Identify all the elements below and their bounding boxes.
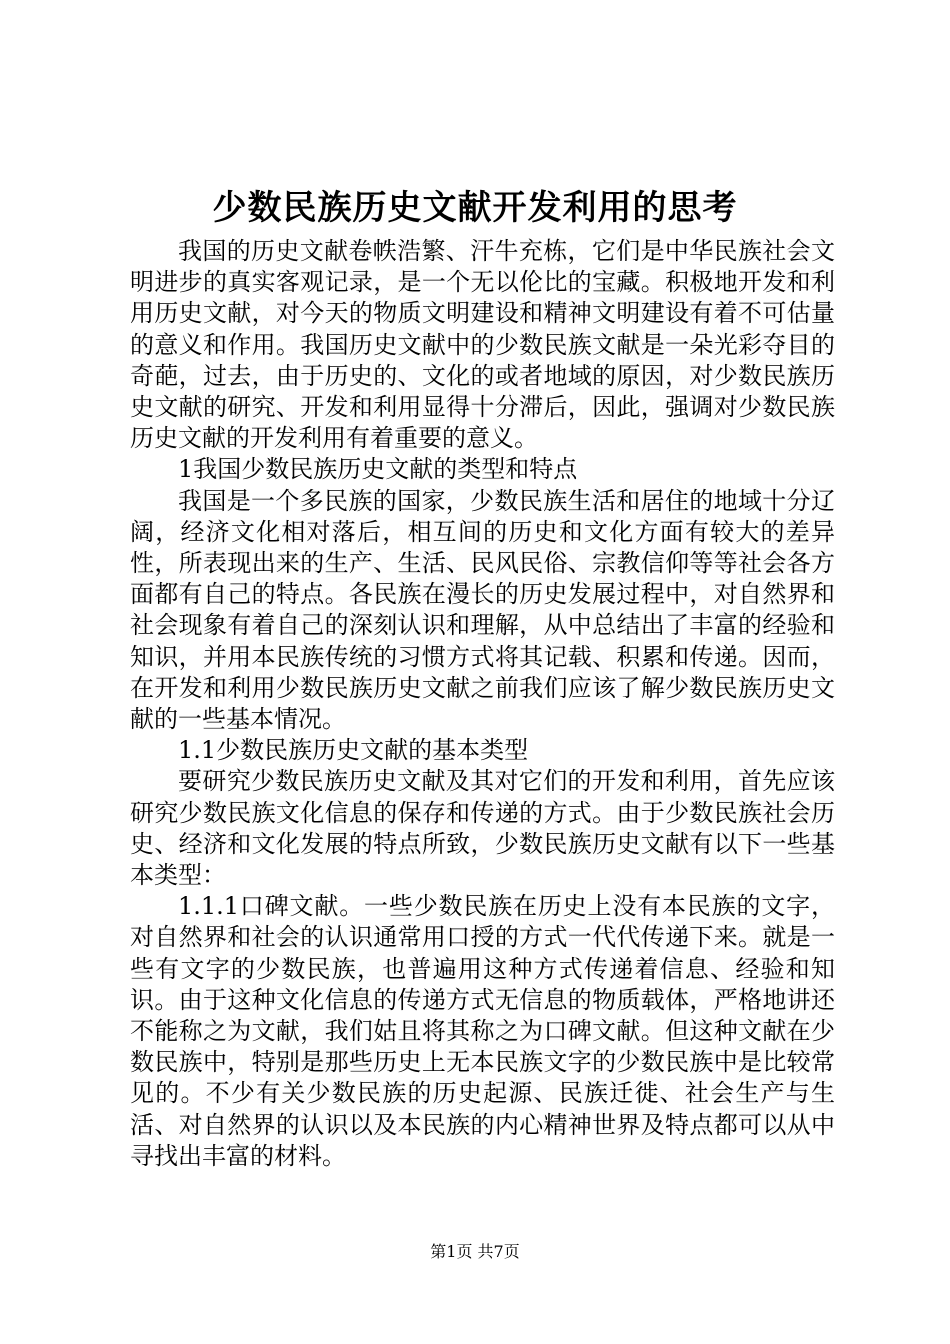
document-title: 少数民族历史文献开发利用的思考 <box>212 188 738 228</box>
paragraph-section-1: 我国是一个多民族的国家，少数民族生活和居住的地域十分辽阔，经济文化相对落后，相互间的历史和文化方面有较大的差异性，所表现出来的生产、生活、民风民俗、宗教信仰等等社会各方面都有自己的特点。各民族在漫长的历史发展过程中，对自然界和社会现象有着自己的深刻认识和理解，从中总结出了丰富的经验和知识，并用本民族传统的习惯方式将其记载、积累和传递。因而，在开发和利用少数民族历史文献之前我们应该了解少数民族历史文献的一些基本情况。 <box>130 486 835 734</box>
paragraph-section-1-1-1: 1.1.1口碑文献。一些少数民族在历史上没有本民族的文字，对自然界和社会的认识通常用口授的方式一代代传递下来。就是一些有文字的少数民族，也普遍用这种方式传递着信息、经验和知识。由于这种文化信息的传递方式无信息的物质载体，严格地讲还不能称之为文献，我们姑且将其称之为口碑文献。但这种文献在少数民族中，特别是那些历史上无本民族文字的少数民族中是比较常见的。不少有关少数民族的历史起源、民族迁徙、社会生产与生活、对自然界的认识以及本民族的内心精神世界及特点都可以从中寻找出丰富的材料。 <box>130 892 835 1170</box>
section-heading-1-1: 1.1少数民族历史文献的基本类型 <box>178 736 529 765</box>
page-footer: 第1页 共7页 <box>430 1242 520 1261</box>
section-heading-1: 1我国少数民族历史文献的类型和特点 <box>178 455 578 484</box>
paragraph-intro: 我国的历史文献卷帙浩繁、汗牛充栋，它们是中华民族社会文明进步的真实客观记录，是一个无以伦比的宝藏。积极地开发和利用历史文献，对今天的物质文明建设和精神文明建设有着不可估量的意义和作用。我国历史文献中的少数民族文献是一朵光彩夺目的奇葩，过去，由于历史的、文化的或者地域的原因，对少数民族历史文献的研究、开发和利用显得十分滞后，因此，强调对少数民族历史文献的开发利用有着重要的意义。 <box>130 237 835 453</box>
document-body <box>130 236 835 1172</box>
paragraph-section-1-1: 要研究少数民族历史文献及其对它们的开发和利用，首先应该研究少数民族文化信息的保存和传递的方式。由于少数民族社会历史、经济和文化发展的特点所致，少数民族历史文献有以下一些基本类型： <box>130 767 835 890</box>
